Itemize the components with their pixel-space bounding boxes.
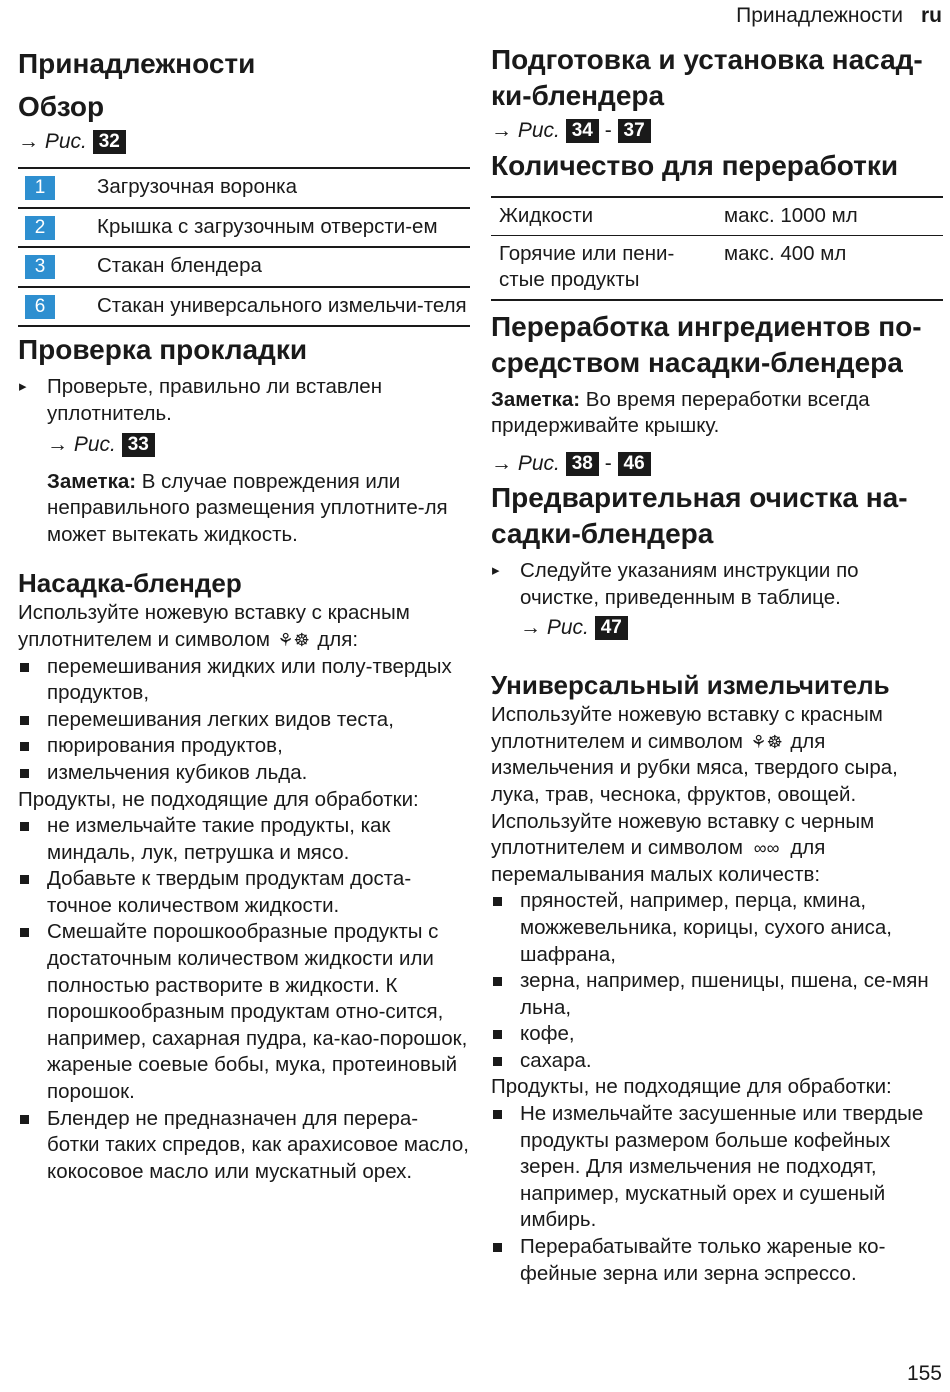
- arrow: →: [18, 130, 45, 153]
- intro-text: Используйте ножевую вставку с красным уплотнителем и символом: [18, 601, 410, 651]
- fig-number-badge: 32: [93, 130, 126, 154]
- note-label: Заметка:: [491, 387, 581, 411]
- processing-heading: Переработка ингредиентов по-средством насадки-блендера: [491, 310, 922, 378]
- note-label: Заметка:: [47, 469, 137, 493]
- list-item: перемешивания легких видов теста,: [47, 707, 470, 734]
- fig-number-badge: 46: [618, 452, 651, 476]
- list-item: Не измельчайте засушенные или твердые продукты размером больше кофейных зерен. Для измельчения не подходят, например, мускатный орех и сушеный имбирь.: [520, 1101, 943, 1234]
- page-number: 155: [906, 1362, 942, 1385]
- fig-label: Рис.: [73, 432, 116, 456]
- chopper-heading: Универсальный измельчитель: [491, 670, 890, 701]
- list-item: не измельчайте такие продукты, как миндаль, лук, петрушка и мясо.: [47, 813, 470, 866]
- list-item: Добавьте к твердым продуктам доста-точное количеством жидкости.: [47, 866, 470, 919]
- fig-ref-47: → Рис. 47: [520, 614, 943, 642]
- red-seal-symbol-icon: ⚘☸: [750, 731, 783, 752]
- list-item: Смешайте порошкообразные продукты с достаточным количеством жидкости или полностью растворите в жидкости. К порошкообразным продуктам отно-сится, например, сахарная пудра, ка-као-порошок, жареные соевые бобы, мука, протеиновый порошок.: [47, 919, 470, 1105]
- fig-label: Рис.: [517, 451, 560, 475]
- note-text: В случае повреждения или неправильного размещения уплотните-ля может вытекать жидкость.: [47, 469, 448, 546]
- red-seal-symbol-icon: ⚘☸: [277, 629, 310, 650]
- unsuitable-label: Продукты, не подходящие для обработки:: [491, 1075, 892, 1099]
- blender-uses-list: [18, 654, 470, 787]
- intro-text-end: для перемалывания малых количеств:: [491, 836, 826, 886]
- list-item: пюрирования продуктов,: [47, 733, 470, 760]
- item-number-badge: 3: [25, 255, 55, 279]
- fig-number-badge: 47: [595, 616, 628, 640]
- list-item: Перерабатывайте только жареные ко-фейные зерна или зерна эспрессо.: [520, 1234, 943, 1287]
- seal-note: [47, 469, 470, 549]
- item-number-badge: 2: [25, 216, 55, 240]
- quantity-heading: Количество для переработки: [491, 150, 899, 181]
- fig-ref-34-37: → Рис. 34 - 37: [491, 117, 943, 145]
- qty-value: макс. 1000 мл: [716, 197, 943, 235]
- step-item: [47, 374, 470, 548]
- list-item: кофе,: [520, 1021, 943, 1048]
- prep-heading: Подготовка и установка насад-ки-блендера: [491, 44, 923, 111]
- note-text: Во время переработки всегда придерживайте крышку.: [491, 387, 870, 438]
- right-column: [491, 0, 943, 1287]
- item-text: Стакан универсального измельчи-теля: [97, 287, 470, 327]
- intro-text-end: для измельчения и рубки мяса, твердого сыра, лука, трав, чеснока, фруктов, овощей.: [491, 729, 898, 806]
- chopper-intro-black: [491, 809, 943, 889]
- table-row: [491, 235, 943, 300]
- fig-number-badge: 37: [618, 119, 651, 143]
- fig-label: Рис.: [517, 119, 560, 142]
- intro-text-end: для:: [311, 627, 359, 651]
- qty-item: Горячие или пени-стые продукты: [491, 235, 716, 300]
- section-title-accessories: Принадлежности: [18, 48, 256, 79]
- cleaning-heading: Предварительная очистка на-садки-блендера: [491, 481, 908, 549]
- black-seal-symbol-icon: ∞∞: [753, 838, 780, 859]
- overview-table: [18, 167, 470, 327]
- blender-unsuitable-list: [18, 813, 470, 1185]
- item-number-badge: 6: [25, 295, 55, 319]
- processing-note: [491, 387, 943, 440]
- table-row: [18, 247, 470, 287]
- fig-label: Рис.: [44, 130, 87, 153]
- fig-number-badge: 33: [122, 433, 155, 457]
- unsuitable-label: Продукты, не подходящие для обработки:: [18, 787, 419, 811]
- seal-check-heading: Проверка прокладки: [18, 334, 308, 366]
- item-text: Стакан блендера: [97, 247, 470, 287]
- header-title: Принадлежности: [736, 4, 903, 27]
- intro-text: Используйте ножевую вставку с красным уплотнителем и символом: [491, 703, 883, 753]
- intro-text: Используйте ножевую вставку с черным уплотнителем и символом: [491, 809, 875, 860]
- list-item: измельчения кубиков льда.: [47, 760, 470, 787]
- overview-heading: Обзор: [18, 91, 105, 122]
- item-text: Крышка с загрузочным отверсти-ем: [97, 208, 470, 248]
- fig-ref-33: → Рис. 33: [47, 431, 470, 459]
- table-row: [18, 168, 470, 208]
- list-item: сахара.: [520, 1048, 943, 1075]
- list-item: Блендер не предназначен для перера-ботки таких спредов, как арахисовое масло, кокосовое масло или мускатный орех.: [47, 1106, 470, 1186]
- item-number-badge: 1: [25, 176, 55, 200]
- chopper-unsuitable-list: [491, 1101, 943, 1287]
- seal-steps: [18, 374, 470, 548]
- fig-ref-32: [18, 128, 470, 156]
- table-row: [491, 197, 943, 235]
- left-column: [18, 0, 470, 1185]
- language-code: ru: [921, 4, 942, 27]
- quantity-table: [491, 196, 943, 301]
- table-row: [18, 287, 470, 327]
- fig-number-badge: 38: [566, 452, 599, 476]
- list-item: перемешивания жидких или полу-твердых продуктов,: [47, 654, 470, 707]
- fig-number-badge: 34: [566, 119, 599, 143]
- qty-item: Жидкости: [491, 197, 716, 235]
- list-item: пряностей, например, перца, кмина, можжевельника, корицы, сухого аниса, шафрана,: [520, 888, 943, 968]
- step-text: Проверьте, правильно ли вставлен уплотнитель.: [47, 375, 383, 425]
- blender-heading: Насадка-блендер: [18, 568, 242, 599]
- chopper-intro-red: [491, 702, 943, 808]
- chopper-uses-list: [491, 888, 943, 1074]
- step-text: Следуйте указаниям инструкции по очистке, приведенным в таблице.: [520, 558, 859, 609]
- table-row: [18, 208, 470, 248]
- blender-intro: [18, 600, 470, 653]
- fig-label: Рис.: [546, 616, 589, 640]
- fig-ref-38-46: → Рис. 38 - 46: [491, 450, 943, 478]
- step-item: [520, 558, 943, 642]
- list-item: зерна, например, пшеницы, пшена, се-мян льна,: [520, 968, 943, 1021]
- qty-value: макс. 400 мл: [716, 235, 943, 300]
- cleaning-steps: [491, 558, 943, 642]
- item-text: Загрузочная воронка: [97, 168, 470, 208]
